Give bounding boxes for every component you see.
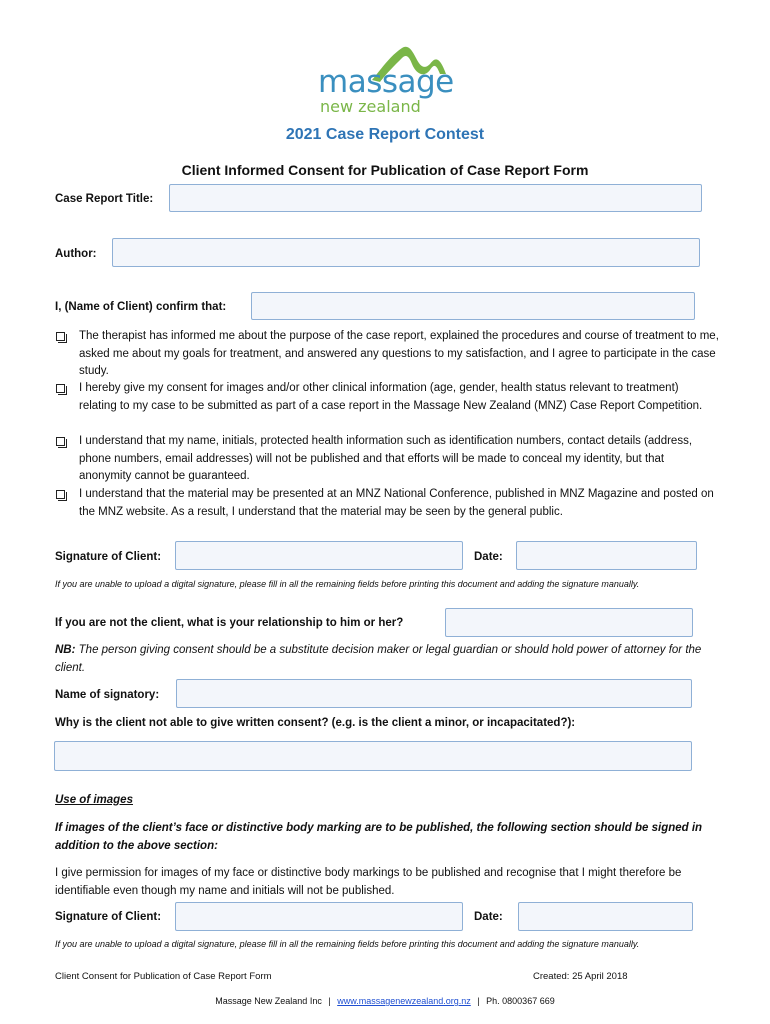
signature-label: Signature of Client: <box>55 911 162 923</box>
checkbox-icon[interactable] <box>56 384 65 393</box>
images-permission: I give permission for images of my face or distinctive body markings to be published and recognise that I might therefore be identifiable even though my name and initials will not be published. <box>55 867 682 897</box>
form-subtitle: Client Informed Consent for Publication of Case Report Form <box>181 162 589 178</box>
footer-right: Created: 25 April 2018 <box>533 971 628 982</box>
footer-org: Massage New Zealand Inc <box>215 996 322 1006</box>
relationship-field[interactable] <box>445 608 693 637</box>
logo-word-new-zealand: new zealand <box>320 97 421 116</box>
relationship-label: If you are not the client, what is your relationship to him or her? <box>55 617 404 629</box>
consent-item: The therapist has informed me about the purpose of the case report, explained the procedures and course of treatment to me, asked me about my goals for treatment, and answered any questions to my satisfaction, and I agree to participate in the case study. <box>79 330 719 377</box>
upload-note: If you are unable to upload a digital signature, please fill in all the remaining fields before printing this document and adding the signature manually. <box>55 939 640 949</box>
signature-field[interactable] <box>175 541 463 570</box>
signatory-field[interactable] <box>176 679 692 708</box>
why-label: Why is the client not able to give written consent? (e.g. is the client a minor, or incapacitated?): <box>55 717 576 729</box>
date-field[interactable] <box>516 541 697 570</box>
author-label: Author: <box>55 248 97 260</box>
footer-phone: Ph. 0800367 669 <box>486 996 555 1006</box>
images-heading: Use of images <box>55 794 133 806</box>
signature-field[interactable] <box>175 902 463 931</box>
consent-item: I hereby give my consent for images and/or other clinical information (age, gender, health status relevant to treatment) relating to my case to be submitted as part of a case report in the Massage New Zealand (MNZ) Case Report Competition. <box>79 382 703 412</box>
date-field[interactable] <box>518 902 693 931</box>
footer-left: Client Consent for Publication of Case Report Form <box>55 971 272 982</box>
date-label: Date: <box>474 551 503 563</box>
case-title-label: Case Report Title: <box>55 193 154 205</box>
consent-item: I understand that the material may be presented at an MNZ National Conference, published in MNZ Magazine and posted on the MNZ website. As a result, I understand that the material may be seen by the general public. <box>79 488 714 518</box>
signature-label: Signature of Client: <box>55 551 162 563</box>
page-title: 2021 Case Report Contest <box>285 126 485 143</box>
nb-note <box>55 642 715 677</box>
checkbox-icon[interactable] <box>56 437 65 446</box>
nb-prefix: NB: <box>55 644 76 656</box>
footer-separator: | <box>477 996 480 1006</box>
client-name-label: I, (Name of Client) confirm that: <box>55 301 227 313</box>
logo <box>312 38 457 118</box>
checkbox-icon[interactable] <box>56 490 65 499</box>
checkbox-icon[interactable] <box>56 332 65 341</box>
author-field[interactable] <box>112 238 700 267</box>
consent-item: I understand that my name, initials, protected health information such as identification numbers, contact details (address, phone numbers, email addresses) will not be published and that efforts will be made to conceal my identity, but that anonymity cannot be guaranteed. <box>79 435 693 482</box>
footer-contact <box>0 996 770 1006</box>
logo-word-massage: massage <box>318 64 454 100</box>
images-condition: If images of the client’s face or distinctive body marking are to be published, the following section should be signed in addition to the above section: <box>55 822 703 852</box>
client-name-field[interactable] <box>251 292 695 320</box>
nb-text: The person giving consent should be a substitute decision maker or legal guardian or should hold power of attorney for the client. <box>55 644 702 674</box>
date-label: Date: <box>474 911 503 923</box>
footer-separator: | <box>328 996 331 1006</box>
website-link[interactable]: www.massagenewzealand.org.nz <box>337 996 471 1006</box>
why-field[interactable] <box>54 741 692 771</box>
case-title-field[interactable] <box>169 184 702 212</box>
signatory-label: Name of signatory: <box>55 689 160 701</box>
upload-note: If you are unable to upload a digital signature, please fill in all the remaining fields before printing this document and adding the signature manually. <box>55 579 640 589</box>
